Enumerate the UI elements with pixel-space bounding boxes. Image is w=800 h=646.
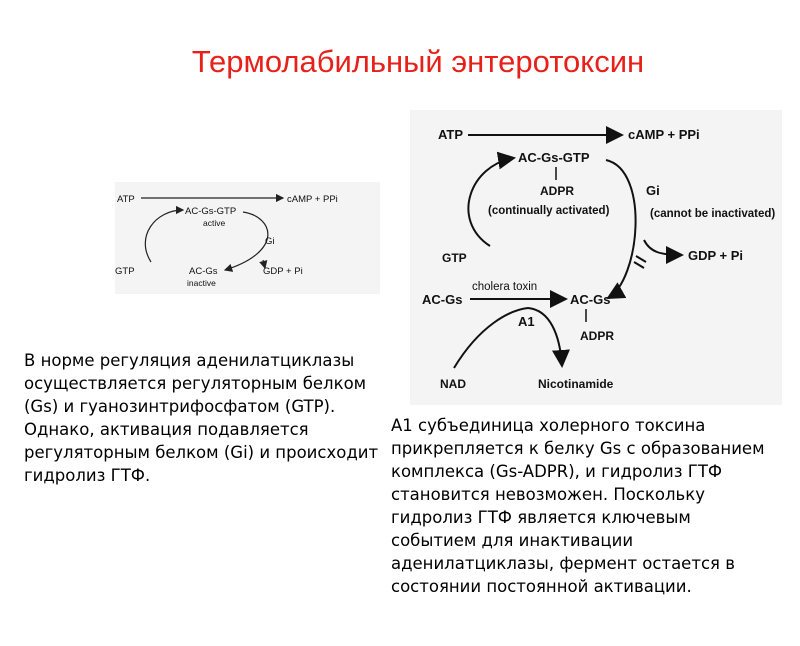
atp-label: ATP (438, 127, 464, 142)
ac-gs-right-label: AC-Gs (570, 292, 611, 307)
continually-activated-label: (continually activated) (488, 205, 610, 217)
camp-label: cAMP + PPi (287, 194, 338, 205)
ac-gs-gtp-label: AC-Gs-GTP (518, 150, 590, 165)
a1-label: A1 (518, 314, 535, 329)
inactive-label: inactive (187, 278, 216, 288)
ac-gs-gtp-label: AC-Gs-GTP (185, 206, 237, 217)
camp-label: cAMP + PPi (628, 127, 700, 142)
gi-label: Gi (646, 183, 660, 198)
normal-regulation-text: В норме регуляция аденилатциклазы осуществляется регуляторным белком (Gs) и гуанозинтрифосфатом (GTP). Однако, активация подавляется регуляторным белком (Gi) и происходит гидролиз ГТФ. (24, 351, 379, 485)
adpr-top-label: ADPR (540, 184, 575, 198)
gtp-label: GTP (442, 251, 467, 265)
slide-title: Термолабильный энтеротоксин (191, 44, 645, 79)
cholera-toxin-label: cholera toxin (472, 281, 538, 293)
ac-gs-label: AC-Gs (189, 266, 218, 277)
adpr-bottom-label: ADPR (580, 329, 615, 343)
diagram-background (115, 182, 380, 294)
gi-label: Gi (265, 236, 275, 247)
normal-regulation-diagram (115, 182, 380, 294)
ac-gs-left-label: AC-Gs (422, 292, 463, 307)
cholera-toxin-diagram (410, 110, 782, 405)
gdp-label: GDP + Pi (263, 266, 303, 277)
nicotinamide-label: Nicotinamide (538, 377, 614, 391)
nad-label: NAD (440, 377, 466, 391)
atp-label: ATP (117, 194, 135, 205)
cannot-be-inactivated-label: (cannot be inactivated) (650, 208, 776, 220)
active-label: active (203, 218, 226, 228)
cholera-toxin-text: А1 субъединица холерного токсина прикрепляется к белку Gs с образованием комплекса (Gs-ADPR), и гидролиз ГТФ становится невозможен. Поскольку гидролиз ГТФ является ключевым событием для инактивации аденилатциклазы, фермент остается в состоянии постоянной активации. (391, 416, 765, 596)
gdp-label: GDP + Pi (688, 248, 744, 263)
gtp-label: GTP (115, 266, 135, 277)
